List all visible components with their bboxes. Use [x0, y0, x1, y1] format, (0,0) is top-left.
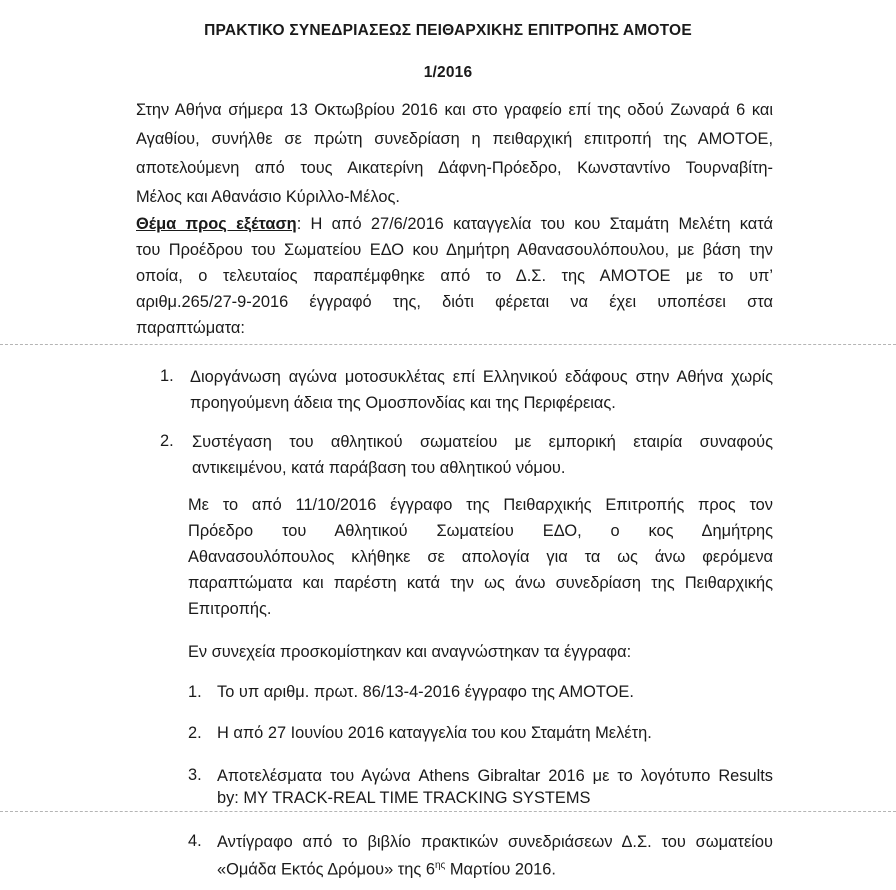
- summons-line: παραπτώματα και παρέστη κατά την ως άνω συνεδρίαση της Πειθαρχικής: [188, 574, 773, 592]
- document-number: 1/2016: [423, 64, 473, 81]
- document-item: [217, 832, 773, 880]
- ordinal-suffix: ης: [434, 860, 446, 871]
- intro-line: Αγαθίου, συνήλθε σε πρώτη συνεδρίαση η πειθαρχική επιτροπή της ΑΜΟΤΟΕ,: [136, 130, 773, 148]
- scan-artifact-line: [0, 811, 896, 812]
- document-line: Αντίγραφο από το βιβλίο πρακτικών συνεδριάσεων Δ.Σ. του σωματείου: [217, 833, 773, 851]
- document-text: «Ομάδα Εκτός Δρόμου» της 6: [217, 860, 435, 879]
- charge-number: 2.: [160, 432, 174, 450]
- intro-line: αποτελούμενη από τους Αικατερίνη Δάφνη-Πρόεδρο, Κωνσταντίνο Τουρναβίτη-: [136, 159, 773, 177]
- charge-line: Διοργάνωση αγώνα μοτοσυκλέτας επί Ελληνικού εδάφους στην Αθήνα χωρίς: [190, 368, 773, 386]
- scan-artifact-line: [0, 344, 896, 345]
- document-item: Το υπ αριθμ. πρωτ. 86/13-4-2016 έγγραφο της ΑΜΟΤΟΕ.: [217, 683, 634, 701]
- document-number: 4.: [188, 832, 202, 850]
- summons-line: Αθανασουλόπουλος κλήθηκε σε απολογία για τα ως άνω φερόμενα: [188, 548, 773, 566]
- document-item: Η από 27 Ιουνίου 2016 καταγγελία του κου Σταμάτη Μελέτη.: [217, 724, 652, 742]
- intro-line: Μέλος και Αθανάσιο Κύριλλο-Μέλος.: [136, 188, 400, 206]
- intro-paragraph: [136, 100, 773, 216]
- document-text: Μαρτίου 2016.: [445, 860, 556, 879]
- charge-item: [192, 432, 773, 484]
- document-number: 1.: [188, 683, 202, 701]
- intro-line: Στην Αθήνα σήμερα 13 Οκτωβρίου 2016 και στο γραφείο επί της οδού Ζωναρά 6 και: [136, 101, 773, 119]
- document-item: [217, 766, 773, 810]
- summons-paragraph: [188, 495, 773, 625]
- summons-line: Πρόεδρο του Αθλητικού Σωματείου ΕΔΟ, ο κος Δημήτρης: [188, 522, 773, 540]
- document-line-last: [217, 856, 773, 880]
- subject-paragraph: [136, 214, 773, 344]
- subject-line: παραπτώματα:: [136, 319, 245, 337]
- subject-label: Θέμα προς εξέταση: [136, 215, 297, 233]
- subject-line: αριθμ.265/27-9-2016 έγγραφό της, διότι φέρεται να έχει υποπέσει στα: [136, 293, 773, 311]
- charge-item: [190, 367, 773, 419]
- subject-line-first: [136, 214, 773, 240]
- documents-intro: Εν συνεχεία προσκομίστηκαν και αναγνώστηκαν τα έγγραφα:: [188, 643, 632, 661]
- subject-line: οποία, ο τελευταίος παραπέμφθηκε από το Δ.Σ. της ΑΜΟΤΟΕ με το υπ’: [136, 267, 773, 285]
- subject-line: του Προέδρου του Σωματείου ΕΔΟ κου Δημήτρη Αθανασουλόπουλου, με βάση την: [136, 241, 773, 259]
- charge-line: αντικειμένου, κατά παράβαση του αθλητικού νόμου.: [192, 459, 566, 477]
- document-number: 3.: [188, 766, 202, 784]
- summons-line: Επιτροπής.: [188, 600, 272, 618]
- document-line: by: MY TRACK-REAL TIME TRACKING SYSTEMS: [217, 789, 591, 807]
- charge-line: Συστέγαση του αθλητικού σωματείου με εμπορική εταιρία συναφούς: [192, 433, 773, 451]
- summons-line: Με το από 11/10/2016 έγγραφο της Πειθαρχικής Επιτροπής προς τον: [188, 496, 773, 514]
- charge-number: 1.: [160, 367, 174, 385]
- charge-line: προηγούμενη άδεια της Ομοσπονδίας και της Περιφέρειας.: [190, 394, 616, 412]
- subject-first-text: : Η από 27/6/2016 καταγγελία του κου Σταμάτη Μελέτη κατά: [296, 215, 773, 233]
- document-title: ΠΡΑΚΤΙΚΟ ΣΥΝΕΔΡΙΑΣΕΩΣ ΠΕΙΘΑΡΧΙΚΗΣ ΕΠΙΤΡΟΠΗΣ ΑΜΟΤΟΕ: [204, 22, 692, 39]
- document-number: 2.: [188, 724, 202, 742]
- document-line: Αποτελέσματα του Αγώνα Athens Gibraltar 2016 με το λογότυπο Results: [217, 767, 773, 785]
